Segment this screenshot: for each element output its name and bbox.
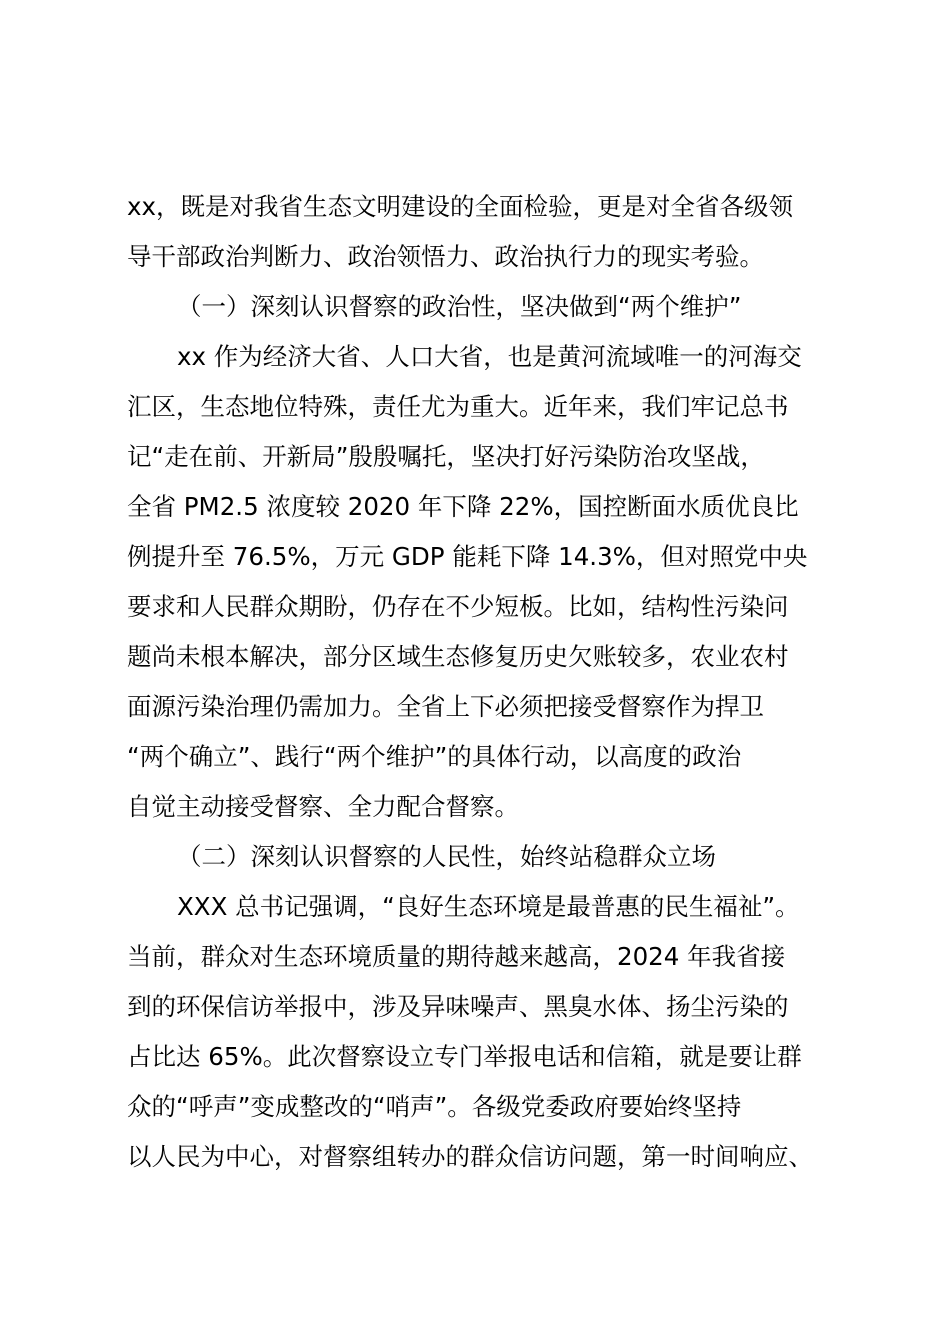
text-line: 记“走在前、开新局”殷殷嘱托，坚决打好污染防治攻坚战，: [127, 442, 765, 471]
text-line: 题尚未根本解决，部分区域生态修复历史欠账较多，农业农村: [127, 642, 789, 671]
paragraph-start: xx 作为经济大省、人口大省，也是黄河流域唯一的河海交: [177, 342, 802, 371]
section-heading-2: （二）深刻认识督察的人民性，始终站稳群众立场: [177, 842, 716, 871]
text-line: 汇区，生态地位特殊，责任尤为重大。近年来，我们牢记总书: [127, 392, 789, 421]
text-line: 例提升至 76.5%，万元 GDP 能耗下降 14.3%，但对照党中央: [127, 542, 808, 571]
paragraph-start: XXX 总书记强调，“良好生态环境是最普惠的民生福祉”。: [177, 892, 800, 921]
text-line: xx，既是对我省生态文明建设的全面检验，更是对全省各级领: [127, 192, 793, 221]
text-line: 占比达 65%。此次督察设立专门举报电话和信箱，就是要让群: [127, 1042, 802, 1071]
document-body: [127, 182, 847, 1182]
text-line: 以人民为中心，对督察组转办的群众信访问题，第一时间响应、: [127, 1142, 813, 1171]
section-heading-1: （一）深刻认识督察的政治性，坚决做到“两个维护”: [177, 292, 742, 321]
text-line: 导干部政治判断力、政治领悟力、政治执行力的现实考验。: [127, 242, 764, 271]
text-line: 全省 PM2.5 浓度较 2020 年下降 22%，国控断面水质优良比: [127, 492, 799, 521]
text-line: 自觉主动接受督察、全力配合督察。: [127, 792, 519, 821]
text-line: 到的环保信访举报中，涉及异味噪声、黑臭水体、扬尘污染的: [127, 992, 789, 1021]
text-line: 当前，群众对生态环境质量的期待越来越高，2024 年我省接: [127, 942, 786, 971]
text-line: 面源污染治理仍需加力。全省上下必须把接受督察作为捍卫: [127, 692, 764, 721]
text-line: 众的“呼声”变成整改的“哨声”。各级党委政府要始终坚持: [127, 1092, 742, 1121]
text-line: 要求和人民群众期盼，仍存在不少短板。比如，结构性污染问: [127, 592, 789, 621]
text-line: “两个确立”、践行“两个维护”的具体行动，以高度的政治: [127, 742, 742, 771]
